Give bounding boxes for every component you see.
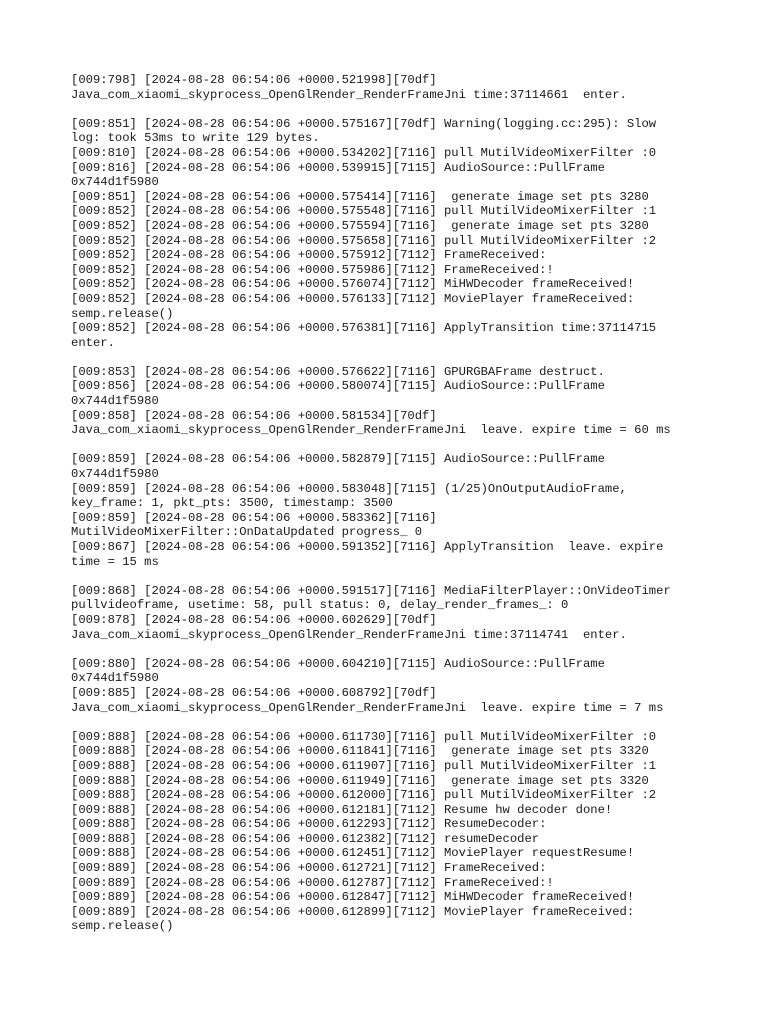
log-line: [009:859] [2024-08-28 06:54:06 +0000.583362][7116] [71,510,437,525]
log-line: [009:888] [2024-08-28 06:54:06 +0000.611841][7116] generate image set pts 3320 [71,744,649,759]
log-line: [009:889] [2024-08-28 06:54:06 +0000.612787][7112] FrameReceived:! [71,875,554,890]
log-line: [009:888] [2024-08-28 06:54:06 +0000.611949][7116] generate image set pts 3320 [71,773,649,788]
log-line: key_frame: 1, pkt_pts: 3500, timestamp: 3500 [71,496,393,511]
log-document [71,73,711,949]
log-line: Java_com_xiaomi_skyprocess_OpenGlRender_RenderFrameJni time:37114661 enter. [71,87,627,102]
log-line: [009:880] [2024-08-28 06:54:06 +0000.604210][7115] AudioSource::PullFrame [71,656,605,671]
log-line: log: took 53ms to write 129 bytes. [71,131,320,146]
log-line: [009:852] [2024-08-28 06:54:06 +0000.576133][7112] MoviePlayer frameReceived: [71,291,635,306]
log-block-3 [71,365,711,438]
log-line: Java_com_xiaomi_skyprocess_OpenGlRender_RenderFrameJni time:37114741 enter. [71,627,627,642]
log-line: 0x744d1f5980 [71,394,159,409]
log-line: [009:889] [2024-08-28 06:54:06 +0000.612899][7112] MoviePlayer frameReceived: [71,904,635,919]
log-line: MutilVideoMixerFilter::OnDataUpdated progress_ 0 [71,525,423,540]
log-line: [009:852] [2024-08-28 06:54:06 +0000.576381][7116] ApplyTransition time:37114715 [71,321,657,336]
log-line: semp.release() [71,919,174,934]
log-line: 0x744d1f5980 [71,467,159,482]
log-line: [009:888] [2024-08-28 06:54:06 +0000.611907][7116] pull MutilVideoMixerFilter :1 [71,758,657,773]
log-line: [009:859] [2024-08-28 06:54:06 +0000.583048][7115] (1/25)OnOutputAudioFrame, [71,481,627,496]
log-line: 0x744d1f5980 [71,175,159,190]
log-line: [009:888] [2024-08-28 06:54:06 +0000.612293][7112] ResumeDecoder: [71,817,547,832]
log-line: [009:889] [2024-08-28 06:54:06 +0000.612721][7112] FrameReceived: [71,861,547,876]
log-line: [009:888] [2024-08-28 06:54:06 +0000.612451][7112] MoviePlayer requestResume! [71,846,635,861]
log-line: Java_com_xiaomi_skyprocess_OpenGlRender_RenderFrameJni leave. expire time = 60 ms [71,423,671,438]
log-line: [009:856] [2024-08-28 06:54:06 +0000.580074][7115] AudioSource::PullFrame [71,379,605,394]
log-line: [009:852] [2024-08-28 06:54:06 +0000.575658][7116] pull MutilVideoMixerFilter :2 [71,233,657,248]
log-line: 0x744d1f5980 [71,671,159,686]
log-block-1 [71,73,711,102]
log-line: [009:858] [2024-08-28 06:54:06 +0000.581534][70df] [71,408,437,423]
log-line: time = 15 ms [71,554,159,569]
log-line: [009:868] [2024-08-28 06:54:06 +0000.591517][7116] MediaFilterPlayer::OnVideoTimer [71,583,671,598]
log-line: [009:859] [2024-08-28 06:54:06 +0000.582879][7115] AudioSource::PullFrame [71,452,605,467]
log-line: [009:885] [2024-08-28 06:54:06 +0000.608792][70df] [71,685,437,700]
log-line: [009:851] [2024-08-28 06:54:06 +0000.575167][70df] Warning(logging.cc:295): Slow [71,116,657,131]
log-block-7 [71,730,711,934]
log-line: pullvideoframe, usetime: 58, pull status: 0, delay_render_frames_: 0 [71,598,569,613]
log-line: semp.release() [71,306,174,321]
log-line: [009:888] [2024-08-28 06:54:06 +0000.612000][7116] pull MutilVideoMixerFilter :2 [71,788,657,803]
log-line: [009:853] [2024-08-28 06:54:06 +0000.576622][7116] GPURGBAFrame destruct. [71,364,605,379]
log-line: [009:816] [2024-08-28 06:54:06 +0000.539915][7115] AudioSource::PullFrame [71,160,605,175]
log-line: [009:852] [2024-08-28 06:54:06 +0000.576074][7112] MiHWDecoder frameReceived! [71,277,635,292]
log-line: [009:798] [2024-08-28 06:54:06 +0000.521998][70df] [71,73,437,87]
log-block-4 [71,452,711,569]
log-block-6 [71,657,711,715]
log-line: [009:851] [2024-08-28 06:54:06 +0000.575414][7116] generate image set pts 3280 [71,189,649,204]
log-block-2 [71,117,711,351]
log-line: [009:852] [2024-08-28 06:54:06 +0000.575594][7116] generate image set pts 3280 [71,218,649,233]
log-line: [009:878] [2024-08-28 06:54:06 +0000.602629][70df] [71,612,437,627]
log-line: [009:810] [2024-08-28 06:54:06 +0000.534202][7116] pull MutilVideoMixerFilter :0 [71,145,657,160]
log-line: [009:852] [2024-08-28 06:54:06 +0000.575912][7112] FrameReceived: [71,248,547,263]
log-line: [009:889] [2024-08-28 06:54:06 +0000.612847][7112] MiHWDecoder frameReceived! [71,890,635,905]
log-line: enter. [71,335,115,350]
log-line: [009:852] [2024-08-28 06:54:06 +0000.575986][7112] FrameReceived:! [71,262,554,277]
log-block-5 [71,584,711,642]
log-line: [009:852] [2024-08-28 06:54:06 +0000.575548][7116] pull MutilVideoMixerFilter :1 [71,204,657,219]
log-line: [009:888] [2024-08-28 06:54:06 +0000.611730][7116] pull MutilVideoMixerFilter :0 [71,729,657,744]
log-line: [009:867] [2024-08-28 06:54:06 +0000.591352][7116] ApplyTransition leave. expire [71,540,664,554]
log-line: [009:888] [2024-08-28 06:54:06 +0000.612181][7112] Resume hw decoder done! [71,802,613,817]
log-line: [009:888] [2024-08-28 06:54:06 +0000.612382][7112] resumeDecoder [71,831,540,846]
log-line: Java_com_xiaomi_skyprocess_OpenGlRender_RenderFrameJni leave. expire time = 7 ms [71,700,664,715]
